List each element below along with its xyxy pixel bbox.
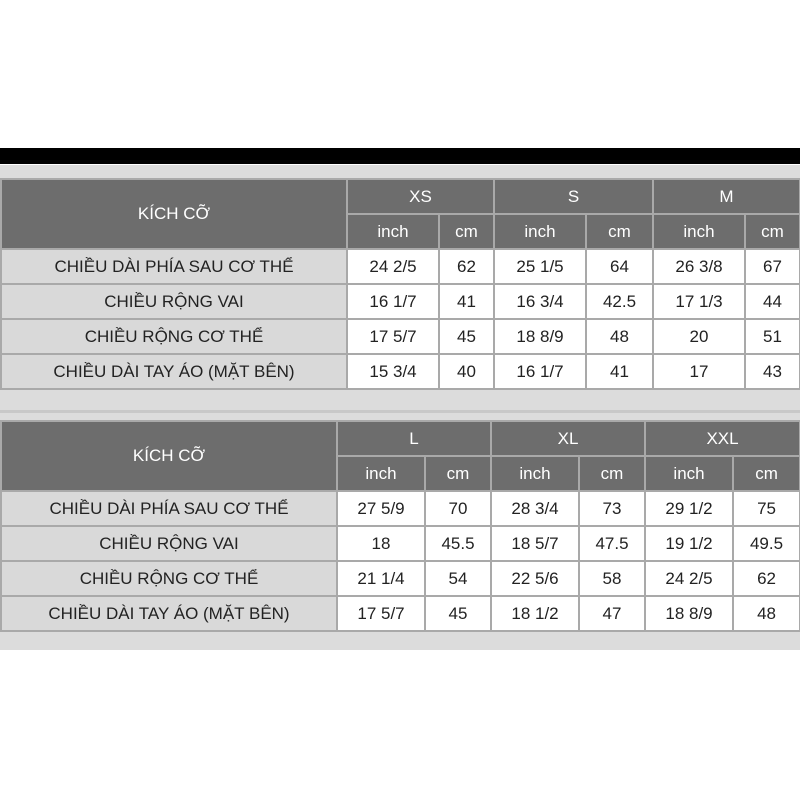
table-cell: 62: [439, 249, 494, 284]
table-cell: 45: [439, 319, 494, 354]
row-label: CHIỀU RỘNG CƠ THỂ: [1, 561, 337, 596]
table-cell: 17: [653, 354, 745, 389]
size-xl-header: XL: [491, 421, 645, 456]
table-cell: 26 3/8: [653, 249, 745, 284]
table-cell: 28 3/4: [491, 491, 579, 526]
row-label: CHIỀU DÀI TAY ÁO (MẶT BÊN): [1, 596, 337, 631]
table-cell: 70: [425, 491, 491, 526]
unit-cm-header: cm: [425, 456, 491, 491]
table-cell: 17 5/7: [337, 596, 425, 631]
table-cell: 21 1/4: [337, 561, 425, 596]
table-cell: 67: [745, 249, 800, 284]
table-cell: 45.5: [425, 526, 491, 561]
table-row: [1, 596, 800, 631]
table-cell: 18 8/9: [494, 319, 586, 354]
unit-cm-header: cm: [439, 214, 494, 249]
table-cell: 64: [586, 249, 653, 284]
table-cell: 43: [745, 354, 800, 389]
row-label: CHIỀU RỘNG VAI: [1, 526, 337, 561]
unit-inch-header: inch: [491, 456, 579, 491]
table-cell: 19 1/2: [645, 526, 733, 561]
table-cell: 75: [733, 491, 800, 526]
table-cell: 47: [579, 596, 645, 631]
table-cell: 45: [425, 596, 491, 631]
table-cell: 16 1/7: [347, 284, 439, 319]
size-header-label: KÍCH CỠ: [1, 179, 347, 249]
unit-cm-header: cm: [745, 214, 800, 249]
table-cell: 27 5/9: [337, 491, 425, 526]
table-row: [1, 526, 800, 561]
row-label: CHIỀU DÀI PHÍA SAU CƠ THỂ: [1, 491, 337, 526]
table-cell: 73: [579, 491, 645, 526]
size-l-header: L: [337, 421, 491, 456]
size-s-header: S: [494, 179, 653, 214]
table-cell: 18 8/9: [645, 596, 733, 631]
table-row: [1, 354, 800, 389]
unit-cm-header: cm: [586, 214, 653, 249]
size-m-header: M: [653, 179, 800, 214]
row-label: CHIỀU DÀI TAY ÁO (MẶT BÊN): [1, 354, 347, 389]
size-xs-header: XS: [347, 179, 494, 214]
table-cell: 41: [586, 354, 653, 389]
table-cell: 62: [733, 561, 800, 596]
table-row: [1, 561, 800, 596]
table-row: [1, 249, 800, 284]
table-cell: 16 1/7: [494, 354, 586, 389]
table-cell: 58: [579, 561, 645, 596]
table-cell: 25 1/5: [494, 249, 586, 284]
row-label: CHIỀU RỘNG VAI: [1, 284, 347, 319]
table-cell: 44: [745, 284, 800, 319]
table-cell: 24 2/5: [347, 249, 439, 284]
table-cell: 41: [439, 284, 494, 319]
table-cell: 40: [439, 354, 494, 389]
size-xxl-header: XXL: [645, 421, 800, 456]
table-cell: 18 5/7: [491, 526, 579, 561]
row-label: CHIỀU DÀI PHÍA SAU CƠ THỂ: [1, 249, 347, 284]
table-cell: 22 5/6: [491, 561, 579, 596]
row-label: CHIỀU RỘNG CƠ THỂ: [1, 319, 347, 354]
table-cell: 29 1/2: [645, 491, 733, 526]
unit-inch-header: inch: [337, 456, 425, 491]
size-header-row: [1, 421, 800, 456]
unit-inch-header: inch: [347, 214, 439, 249]
top-black-bar: [0, 148, 800, 164]
table-cell: 42.5: [586, 284, 653, 319]
table-cell: 48: [733, 596, 800, 631]
unit-inch-header: inch: [645, 456, 733, 491]
size-header-label: KÍCH CỠ: [1, 421, 337, 491]
unit-inch-header: inch: [494, 214, 586, 249]
size-table-1: [0, 178, 800, 390]
table-cell: 17 5/7: [347, 319, 439, 354]
table-cell: 54: [425, 561, 491, 596]
unit-inch-header: inch: [653, 214, 745, 249]
size-table-2: [0, 420, 800, 632]
table-cell: 24 2/5: [645, 561, 733, 596]
table-row: [1, 491, 800, 526]
table-cell: 16 3/4: [494, 284, 586, 319]
table-cell: 47.5: [579, 526, 645, 561]
table-cell: 15 3/4: [347, 354, 439, 389]
table-cell: 18 1/2: [491, 596, 579, 631]
table-row: [1, 319, 800, 354]
table-cell: 17 1/3: [653, 284, 745, 319]
unit-cm-header: cm: [579, 456, 645, 491]
size-header-row: [1, 179, 800, 214]
table-cell: 49.5: [733, 526, 800, 561]
table-cell: 48: [586, 319, 653, 354]
table-cell: 51: [745, 319, 800, 354]
unit-cm-header: cm: [733, 456, 800, 491]
table-cell: 18: [337, 526, 425, 561]
table-cell: 20: [653, 319, 745, 354]
table-row: [1, 284, 800, 319]
